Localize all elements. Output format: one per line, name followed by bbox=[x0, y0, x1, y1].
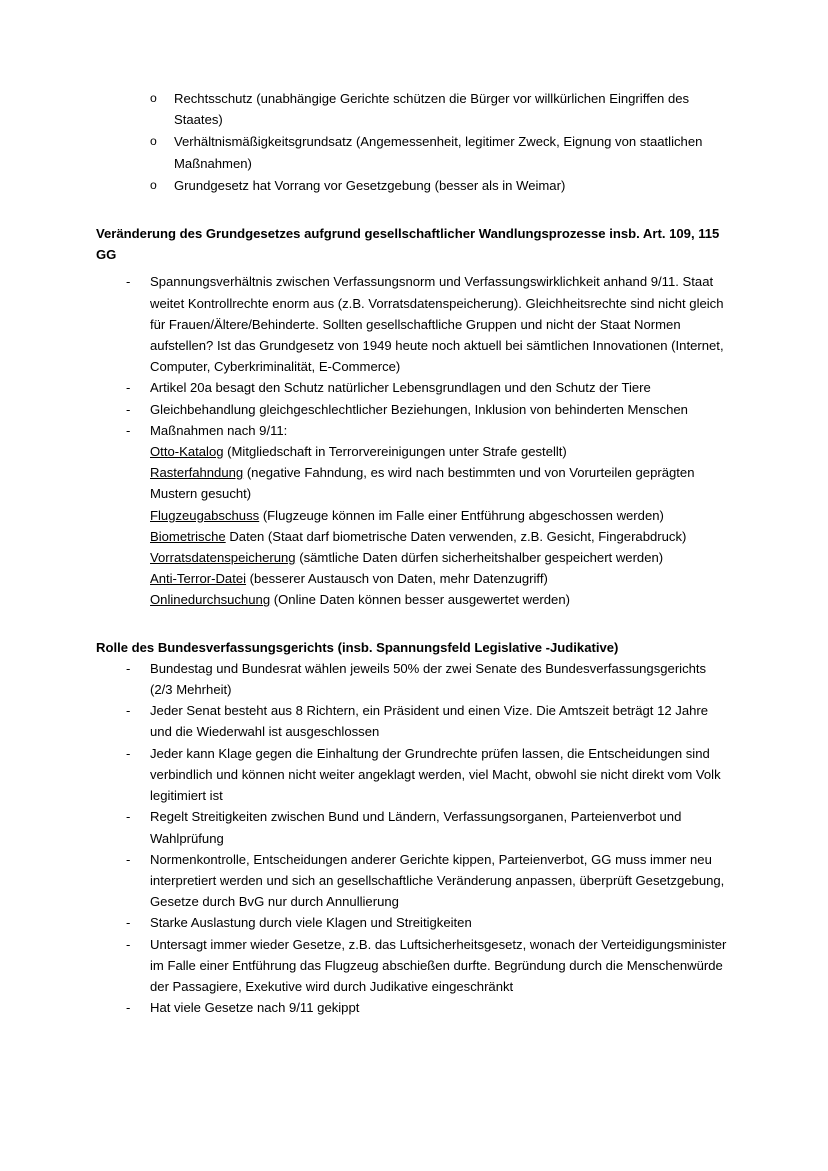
list-item-text: Maßnahmen nach 9/11: bbox=[150, 422, 288, 438]
list-item bbox=[96, 743, 732, 807]
list-item bbox=[96, 934, 732, 998]
list-item-text: Gleichbehandlung gleichgeschlechtlicher Beziehungen, Inklusion von behinderten Menschen bbox=[150, 401, 688, 417]
list-item-text: Artikel 20a besagt den Schutz natürlicher Lebensgrundlagen und den Schutz der Tiere bbox=[150, 380, 651, 396]
measure-term: Otto-Katalog bbox=[150, 444, 224, 460]
measure-description: (Mitgliedschaft in Terrorvereinigungen unter Strafe gestellt) bbox=[223, 444, 567, 460]
section-heading-bundesverfassungsgericht: Rolle des Bundesverfassungsgerichts (insb. Spannungsfeld Legislative -Judikative) bbox=[96, 639, 619, 655]
measure-term: Biometrische bbox=[150, 528, 226, 544]
list-item bbox=[96, 271, 732, 377]
list-item: o Verhältnismäßigkeitsgrundsatz (Angemessenheit, legitimer Zweck, Eignung von staatlichen Maßnahmen) bbox=[96, 131, 732, 173]
measure-description: (sämtliche Daten dürfen sicherheitshalber gespeichert werden) bbox=[295, 550, 664, 566]
spacer bbox=[96, 197, 732, 223]
measure-item bbox=[150, 547, 732, 568]
section-heading-grundgesetz-veraenderung: Veränderung des Grundgesetzes aufgrund gesellschaftlicher Wandlungsprozesse insb. Art. 109, 115 GG bbox=[96, 226, 720, 263]
measure-term: Vorratsdatenspeicherung bbox=[150, 550, 296, 566]
measure-term: Anti-Terror-Datei bbox=[150, 571, 247, 587]
measure-item bbox=[150, 568, 732, 589]
list-item-text: Spannungsverhältnis zwischen Verfassungsnorm und Verfassungswirklichkeit anhand 9/11. Staat weitet Kontrollrechte enorm aus (z.B. Vorratsdatenspeicherung). Gleichheitsrechte sind nicht gleich für Frauen/Ältere/Behinderte. Sollten gesellschaftliche Gruppen und nicht der Staat Normen aufstellen? Ist das Grundgesetz von 1949 heute noch aktuell bei sämtlichen Innovationen (Internet, Computer, Cyberkriminalität, E-Commerce) bbox=[150, 274, 724, 375]
list-item bbox=[96, 399, 732, 420]
measure-description: Daten (Staat darf biometrische Daten verwenden, z.B. Gesicht, Fingerabdruck) bbox=[225, 528, 687, 544]
list-item-text: Bundestag und Bundesrat wählen jeweils 50% der zwei Senate des Bundesverfassungsgerichts (2/3 Mehrheit) bbox=[150, 660, 707, 698]
measure-item bbox=[150, 505, 732, 526]
list-item bbox=[96, 658, 732, 700]
list-item bbox=[96, 700, 732, 742]
measure-description: (Online Daten können besser ausgewertet werden) bbox=[270, 592, 570, 608]
measure-term: Flugzeugabschuss bbox=[150, 507, 260, 523]
measure-description: (negative Fahndung, es wird nach bestimmten und von Vorurteilen geprägten Mustern gesucht) bbox=[150, 465, 695, 502]
spacer bbox=[96, 611, 732, 637]
list-item bbox=[96, 997, 732, 1018]
list-item bbox=[96, 377, 732, 398]
list-item-text: Regelt Streitigkeiten zwischen Bund und Ländern, Verfassungsorganen, Parteienverbot und Wahlprüfung bbox=[150, 809, 682, 846]
measure-description: (Flugzeuge können im Falle einer Entführung abgeschossen werden) bbox=[259, 507, 664, 523]
measure-item bbox=[150, 526, 732, 547]
document-body bbox=[96, 88, 732, 1018]
measure-description: (besserer Austausch von Daten, mehr Datenzugriff) bbox=[246, 571, 548, 587]
measure-term: Rasterfahndung bbox=[150, 465, 244, 481]
list-item: o Rechtsschutz (unabhängige Gerichte schützen die Bürger vor willkürlichen Eingriffen des Staates) bbox=[96, 88, 732, 130]
list-item bbox=[96, 849, 732, 913]
list-item bbox=[96, 806, 732, 848]
top-bullet-list bbox=[96, 88, 732, 196]
list-item-text: Normenkontrolle, Entscheidungen anderer Gerichte kippen, Parteienverbot, GG muss immer neu interpretiert werden und sich an gesellschaftliche Veränderung anpassen, überprüft Gesetzgebung, Gesetze durch BvG nur durch Annullierung bbox=[150, 851, 725, 910]
measure-term: Onlinedurchsuchung bbox=[150, 592, 271, 608]
measure-item bbox=[150, 462, 732, 504]
list-item-text: Untersagt immer wieder Gesetze, z.B. das Luftsicherheitsgesetz, wonach der Verteidigungsminister im Falle einer Entführung das Flugzeug abschießen durfte. Begründung durch die Menschenwürde der Passagiere, Exekutive wird durch Judikative eingeschränkt bbox=[150, 936, 727, 994]
measure-item bbox=[150, 441, 732, 462]
measure-item bbox=[150, 589, 732, 610]
section-0-bullet-list bbox=[96, 271, 732, 610]
list-item-text: Jeder kann Klage gegen die Einhaltung der Grundrechte prüfen lassen, die Entscheidungen sind verbindlich und können nicht weiter angeklagt werden, viel Macht, obwohl sie nicht direkt vom Volk legitimiert ist bbox=[150, 745, 721, 804]
list-item-text: Hat viele Gesetze nach 9/11 gekippt bbox=[150, 1000, 360, 1016]
list-item bbox=[96, 912, 732, 933]
list-item-text: Jeder Senat besteht aus 8 Richtern, ein Präsident und einen Vize. Die Amtszeit beträgt 12 Jahre und die Wiederwahl ist ausgeschlossen bbox=[150, 703, 709, 740]
list-item-text: Starke Auslastung durch viele Klagen und Streitigkeiten bbox=[150, 915, 472, 931]
list-item bbox=[96, 420, 732, 611]
section-1-bullet-list bbox=[96, 658, 732, 1018]
list-item: o Grundgesetz hat Vorrang vor Gesetzgebung (besser als in Weimar) bbox=[96, 175, 732, 196]
